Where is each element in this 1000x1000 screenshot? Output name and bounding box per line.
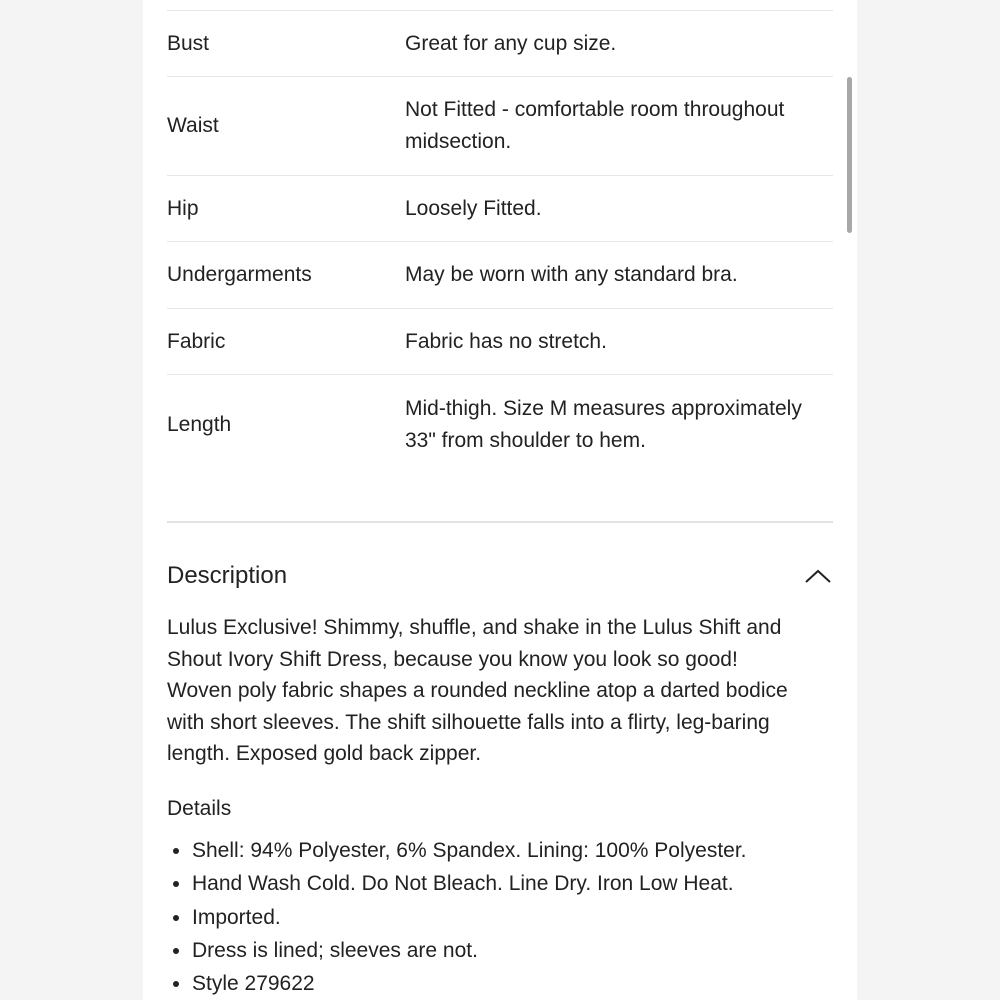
size-fit-table <box>167 10 833 475</box>
fit-value: May be worn with any standard bra. <box>405 263 738 286</box>
fit-row-waist <box>167 77 833 176</box>
description-text: Lulus Exclusive! Shimmy, shuffle, and shake in the Lulus Shift and Shout Ivory Shift Dress, because you know you look so good! Woven poly fabric shapes a rounded neckline atop a darted bodice with short sleeves. The shift silhouette falls into a flirty, leg-baring length. Exposed gold back zipper. <box>167 616 788 765</box>
list-item: • Hand Wash Cold. Do Not Bleach. Line Dry. Iron Low Heat. <box>192 867 832 900</box>
details-title: Details <box>167 797 232 820</box>
fit-value: Loosely Fitted. <box>405 196 542 220</box>
list-item: • Style 279622 <box>192 967 832 1000</box>
description-title: Description <box>167 562 288 589</box>
fit-label: Length <box>167 413 232 436</box>
fit-row-length <box>167 375 833 475</box>
fit-value: Not Fitted - comfortable room throughout midsection. <box>405 98 785 153</box>
product-info-panel <box>143 0 857 1000</box>
fit-row-bust <box>167 11 833 77</box>
fit-label: Undergarments <box>167 263 312 286</box>
fit-value: Mid-thigh. Size M measures approximately 33" from shoulder to hem. <box>405 397 802 452</box>
fit-row-undergarments <box>167 242 833 309</box>
fit-label: Waist <box>167 114 219 137</box>
fit-row-fabric <box>167 309 833 375</box>
chevron-up-icon[interactable] <box>803 564 833 588</box>
list-item: • Shell: 94% Polyester, 6% Spandex. Lining: 100% Polyester. <box>192 834 832 867</box>
details-list <box>167 834 832 1000</box>
list-item: • Dress is lined; sleeves are not. <box>192 934 832 967</box>
fit-label: Fabric <box>167 329 226 353</box>
fit-label: Bust <box>167 31 210 55</box>
fit-value: Fabric has no stretch. <box>405 329 607 353</box>
fit-row-hip <box>167 176 833 242</box>
section-divider <box>167 521 833 523</box>
scrollbar-thumb[interactable] <box>847 77 852 233</box>
fit-label: Hip <box>167 196 199 220</box>
list-item: • Imported. <box>192 901 832 934</box>
description-accordion-header[interactable] <box>167 556 833 596</box>
fit-value: Great for any cup size. <box>405 31 617 55</box>
